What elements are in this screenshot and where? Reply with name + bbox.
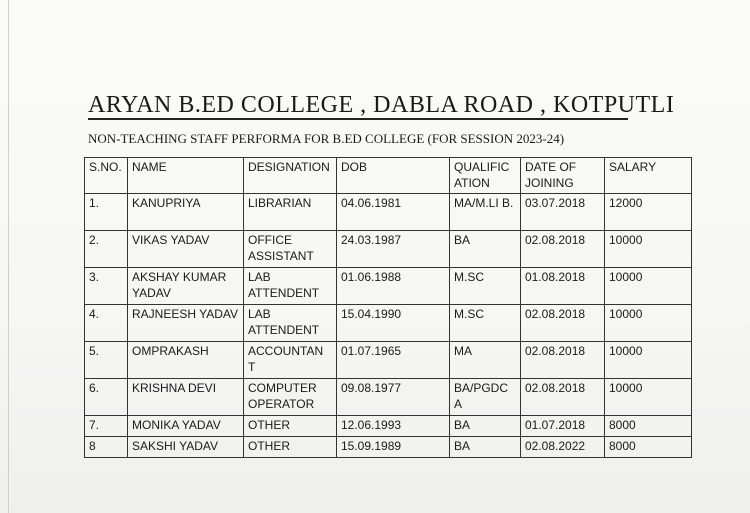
table-header-row (85, 158, 692, 194)
header-qualification: QUALIFIC ATION (450, 158, 521, 194)
cell-name: KRISHNA DEVI (128, 379, 244, 416)
cell-name: VIKAS YADAV (128, 231, 244, 268)
cell-name: KANUPRIYA (128, 194, 244, 231)
cell-dob: 15.09.1989 (337, 437, 450, 458)
cell-dob: 24.03.1987 (337, 231, 450, 268)
cell-sno: 7. (85, 416, 128, 437)
cell-salary: 10000 (605, 379, 692, 416)
cell-designation: OFFICE ASSISTANT (244, 231, 337, 268)
cell-qualification: BA (450, 416, 521, 437)
cell-name: MONIKA YADAV (128, 416, 244, 437)
cell-salary: 12000 (605, 194, 692, 231)
cell-sno: 4. (85, 305, 128, 342)
cell-doj: 02.08.2018 (521, 231, 605, 268)
cell-name: SAKSHI YADAV (128, 437, 244, 458)
cell-qualification: M.SC (450, 268, 521, 305)
cell-salary: 10000 (605, 231, 692, 268)
cell-designation: OTHER (244, 437, 337, 458)
cell-name: RAJNEESH YADAV (128, 305, 244, 342)
cell-designation: OTHER (244, 416, 337, 437)
cell-salary: 10000 (605, 342, 692, 379)
cell-salary: 10000 (605, 305, 692, 342)
cell-designation: ACCOUNTAN T (244, 342, 337, 379)
cell-sno: 5. (85, 342, 128, 379)
cell-dob: 09.08.1977 (337, 379, 450, 416)
cell-doj: 01.07.2018 (521, 416, 605, 437)
page-edge (8, 0, 9, 513)
cell-dob: 15.04.1990 (337, 305, 450, 342)
header-salary: SALARY (605, 158, 692, 194)
cell-designation: LAB ATTENDENT (244, 305, 337, 342)
cell-doj: 02.08.2018 (521, 379, 605, 416)
cell-qualification: MA (450, 342, 521, 379)
cell-qualification: BA (450, 231, 521, 268)
cell-doj: 01.08.2018 (521, 268, 605, 305)
cell-designation: LAB ATTENDENT (244, 268, 337, 305)
table-body (85, 194, 692, 458)
cell-salary: 8000 (605, 416, 692, 437)
table-row (85, 268, 692, 305)
cell-dob: 01.07.1965 (337, 342, 450, 379)
table-row (85, 194, 692, 231)
cell-sno: 3. (85, 268, 128, 305)
cell-doj: 02.08.2018 (521, 305, 605, 342)
header-doj: DATE OF JOINING (521, 158, 605, 194)
cell-qualification: M.SC (450, 305, 521, 342)
title-underline (88, 118, 628, 120)
cell-sno: 6. (85, 379, 128, 416)
table-row (85, 231, 692, 268)
table-row (85, 342, 692, 379)
cell-sno: 2. (85, 231, 128, 268)
college-title: ARYAN B.ED COLLEGE , DABLA ROAD , KOTPUTLI (88, 92, 675, 118)
cell-doj: 02.08.2018 (521, 342, 605, 379)
header-name: NAME (128, 158, 244, 194)
cell-qualification: BA (450, 437, 521, 458)
header-designation: DESIGNATION (244, 158, 337, 194)
cell-name: AKSHAY KUMAR YADAV (128, 268, 244, 305)
cell-sno: 8 (85, 437, 128, 458)
table-row (85, 305, 692, 342)
table-row (85, 379, 692, 416)
cell-salary: 10000 (605, 268, 692, 305)
cell-qualification: MA/M.LI B. (450, 194, 521, 231)
cell-qualification: BA/PGDC A (450, 379, 521, 416)
cell-salary: 8000 (605, 437, 692, 458)
table-row (85, 437, 692, 458)
cell-sno: 1. (85, 194, 128, 231)
header-sno: S.NO. (85, 158, 128, 194)
cell-doj: 03.07.2018 (521, 194, 605, 231)
cell-dob: 01.06.1988 (337, 268, 450, 305)
cell-dob: 04.06.1981 (337, 194, 450, 231)
cell-name: OMPRAKASH (128, 342, 244, 379)
cell-designation: LIBRARIAN (244, 194, 337, 231)
cell-dob: 12.06.1993 (337, 416, 450, 437)
header-dob: DOB (337, 158, 450, 194)
staff-table (84, 157, 692, 458)
document-subtitle: NON-TEACHING STAFF PERFORMA FOR B.ED COLLEGE (FOR SESSION 2023-24) (88, 131, 565, 146)
cell-doj: 02.08.2022 (521, 437, 605, 458)
cell-designation: COMPUTER OPERATOR (244, 379, 337, 416)
table-row (85, 416, 692, 437)
